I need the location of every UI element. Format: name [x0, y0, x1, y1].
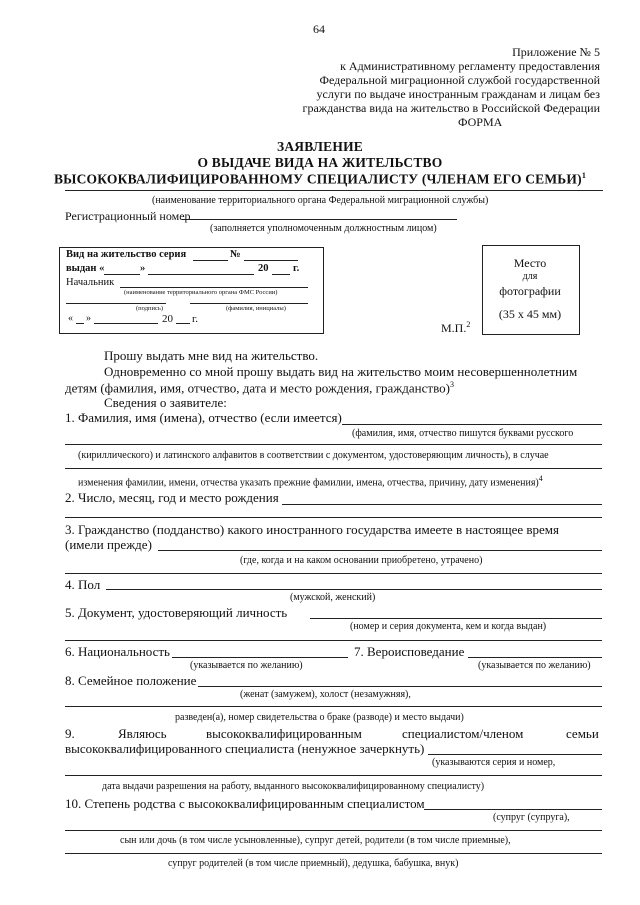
field-9-label-2: высококвалифицированного специалиста (ненужное зачеркнуть) — [65, 741, 425, 756]
footnote-ref: 2 — [466, 320, 471, 329]
request-text: Прошу выдать мне вид на жительство. — [104, 348, 319, 363]
reg-number-field[interactable] — [182, 219, 457, 220]
field-2-input[interactable] — [282, 504, 602, 505]
field-4-label: 4. Пол — [65, 577, 101, 592]
footnote-ref: 1 — [581, 171, 587, 180]
photo-label: фотографии — [499, 284, 561, 298]
appendix-line: к Административному регламенту предоставления — [340, 59, 600, 73]
photo-size-label: (35 х 45 мм) — [498, 307, 562, 321]
field-5-caption: (номер и серия документа, кем и когда выдан) — [350, 621, 547, 632]
photo-label: для — [522, 271, 538, 282]
field-9-caption: (указываются серия и номер, — [432, 757, 556, 768]
footnote-ref: 3 — [449, 380, 454, 389]
stamp-date-open: « — [68, 313, 73, 324]
footnote-ref: 4 — [538, 474, 543, 483]
field-6-input[interactable] — [172, 657, 348, 658]
stamp-name-field[interactable] — [190, 303, 308, 304]
seal-label — [441, 320, 470, 336]
field-4-caption: (мужской, женский) — [290, 592, 376, 603]
field-1-caption-3-text: изменения фамилии, имени, отчества указать прежние фамилии, имена, отчества, причину, дату изменения) — [78, 477, 539, 489]
appendix-line: гражданства вида на жительство в Российской Федерации — [302, 101, 600, 115]
field-9-label-word: специалистом/членом — [402, 726, 524, 741]
field-1-caption: (фамилия, имя, отчество пишутся буквами русского — [352, 428, 574, 439]
stamp-chief-field[interactable] — [120, 287, 308, 288]
field-6-caption: (указывается по желанию) — [190, 660, 303, 671]
field-10-input-2[interactable] — [65, 830, 602, 831]
field-9-caption-2: дата выдачи разрешения на работу, выданного высококвалифицированному специалисту) — [102, 781, 485, 792]
stamp-date-year-field[interactable] — [176, 323, 190, 324]
field-8-caption-2: разведен(а), номер свидетельства о браке (разводе) и место выдачи) — [175, 712, 464, 723]
field-9-input[interactable] — [428, 754, 602, 755]
stamp-year-prefix: 20 — [258, 263, 269, 274]
field-7-caption: (указывается по желанию) — [478, 660, 591, 671]
field-10-input[interactable] — [424, 809, 602, 810]
document-title: ЗАЯВЛЕНИЕ — [277, 139, 363, 154]
field-7-label: 7. Вероисповедание — [354, 644, 465, 659]
field-10-caption-2: сын или дочь (в том числе усыновленные), супруг детей, родители (в том числе приемные), — [120, 835, 511, 846]
seal-label-text: М.П. — [441, 321, 467, 335]
field-9-input-2[interactable] — [65, 775, 602, 776]
stamp-name-caption: (фамилия, инициалы) — [226, 305, 286, 312]
field-5-label: 5. Документ, удостоверяющий личность — [65, 605, 288, 620]
stamp-series-label: Вид на жительство серия — [66, 249, 187, 260]
stamp-date-close: » — [86, 313, 91, 324]
applicant-info-heading: Сведения о заявителе: — [104, 395, 227, 410]
stamp-date-day-field[interactable] — [76, 323, 84, 324]
field-9-label-word: семьи — [566, 726, 599, 741]
stamp-month-field[interactable] — [148, 274, 254, 275]
field-8-caption: (женат (замужем), холост (незамужняя), — [240, 689, 411, 700]
field-1-caption-3 — [78, 474, 543, 488]
form-label: ФОРМА — [458, 115, 503, 129]
page-number: 64 — [313, 22, 325, 36]
field-10-label: 10. Степень родства с высококвалифицированным специалистом — [65, 796, 425, 811]
field-1-input-2[interactable] — [65, 444, 602, 445]
field-10-caption-3: супруг родителей (в том числе приемный), дедушка, бабушка, внук) — [168, 858, 459, 869]
field-7-input[interactable] — [468, 657, 602, 658]
stamp-chief-label: Начальник — [66, 277, 115, 288]
field-10-caption: (супруг (супруга), — [493, 812, 570, 823]
field-3-caption: (где, когда и на каком основании приобретено, утрачено) — [240, 555, 483, 566]
appendix-line: Федеральной миграционной службой государственной — [319, 73, 600, 87]
field-1-caption-2: (кириллического) и латинского алфавитов в соответствии с документом, удостоверяющим личность), в случае — [78, 450, 549, 461]
photo-label: Место — [513, 256, 547, 270]
field-3-input-2[interactable] — [65, 573, 602, 574]
field-9-label-word: Являюсь — [118, 726, 167, 741]
children-request-text-2 — [65, 380, 454, 396]
field-3-input[interactable] — [158, 550, 602, 551]
field-1-input[interactable] — [342, 424, 602, 425]
stamp-signature-caption: (подпись) — [136, 305, 163, 312]
stamp-year-field[interactable] — [272, 274, 290, 275]
document-subtitle — [0, 171, 640, 188]
reg-number-caption: (заполняется уполномоченным должностным лицом) — [210, 223, 437, 234]
authority-caption: (наименование территориального органа Федеральной миграционной службы) — [152, 195, 489, 206]
field-4-input[interactable] — [106, 589, 602, 590]
stamp-date-month-field[interactable] — [94, 323, 158, 324]
field-6-label: 6. Национальность — [65, 644, 170, 659]
children-request-text: Одновременно со мной прошу выдать вид на жительство моим несовершеннолетним — [104, 364, 578, 379]
stamp-signature-field[interactable] — [66, 303, 166, 304]
field-9-label-num: 9. — [65, 726, 75, 741]
field-2-label: 2. Число, месяц, год и место рождения — [65, 490, 279, 505]
stamp-issued-label: выдан « — [66, 263, 105, 274]
children-request-text-2-text: детям (фамилия, имя, отчество, дата и место рождения, гражданство) — [65, 380, 450, 396]
reg-number-label: Регистрационный номер — [65, 209, 191, 223]
field-5-input[interactable] — [310, 618, 602, 619]
field-10-input-3[interactable] — [65, 853, 602, 854]
stamp-date-year-prefix: 20 — [162, 313, 173, 325]
field-3-label: 3. Гражданство (подданство) какого иностранного государства имеете в настоящее время — [65, 522, 559, 537]
field-8-label: 8. Семейное положение — [65, 673, 197, 688]
field-1-input-3[interactable] — [65, 468, 602, 469]
authority-field[interactable] — [65, 190, 603, 191]
document-subtitle-text: ВЫСОКОКВАЛИФИЦИРОВАННОМУ СПЕЦИАЛИСТУ (ЧЛЕНАМ ЕГО СЕМЬИ) — [53, 171, 582, 187]
field-8-input[interactable] — [198, 686, 602, 687]
appendix-line: услуги по выдаче иностранным гражданам и лицам без — [316, 87, 600, 101]
stamp-number-field[interactable] — [244, 260, 298, 261]
field-3-label-2: (имели прежде) — [65, 537, 152, 552]
field-8-input-2[interactable] — [65, 706, 602, 707]
stamp-series-field[interactable] — [193, 260, 228, 261]
field-2-input-2[interactable] — [65, 517, 602, 518]
stamp-day-field[interactable] — [104, 274, 140, 275]
document-subtitle: О ВЫДАЧЕ ВИДА НА ЖИТЕЛЬСТВО — [197, 155, 443, 170]
stamp-number-label: № — [230, 249, 241, 260]
stamp-date-year-suffix: г. — [192, 313, 199, 325]
field-1-label: 1. Фамилия, имя (имена), отчество (если имеется) — [65, 410, 342, 425]
stamp-year-suffix: г. — [293, 263, 300, 274]
stamp-chief-caption: (наименование территориального органа ФМС России) — [124, 289, 278, 296]
appendix-number: Приложение № 5 — [512, 45, 600, 59]
stamp-quote: » — [140, 263, 146, 274]
field-9-label-word: высококвалифицированным — [206, 726, 362, 741]
field-5-input-2[interactable] — [65, 640, 602, 641]
